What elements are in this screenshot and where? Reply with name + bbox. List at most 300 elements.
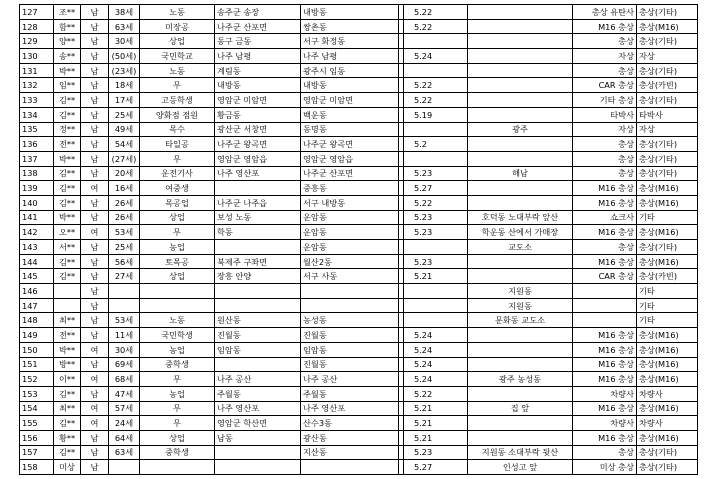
note-cell bbox=[468, 151, 573, 166]
table-row bbox=[20, 63, 698, 78]
date-cell: 5.23 bbox=[404, 445, 468, 460]
cause-category-cell: 기타 bbox=[637, 298, 698, 313]
name-cell: 최** bbox=[54, 313, 81, 328]
table-row bbox=[20, 19, 698, 34]
note-cell: 지원동 bbox=[468, 284, 573, 299]
row-number-cell: 156 bbox=[20, 430, 54, 445]
gender-cell: 여 bbox=[81, 372, 109, 387]
gender-cell: 남 bbox=[81, 210, 109, 225]
note-cell bbox=[468, 430, 573, 445]
injury-cell: M16 총상 bbox=[573, 357, 637, 372]
date-cell bbox=[404, 298, 468, 313]
gender-cell: 남 bbox=[81, 298, 109, 313]
death-location-cell: 산수3동 bbox=[301, 416, 399, 431]
row-number-cell: 137 bbox=[20, 151, 54, 166]
note-cell: 지원동 소대부락 뒷산 bbox=[468, 445, 573, 460]
death-location-cell: 나주 남평 bbox=[301, 49, 399, 64]
injury-cell: 타박사 bbox=[573, 107, 637, 122]
death-location-cell: 서구 사동 bbox=[301, 269, 399, 284]
date-cell bbox=[404, 122, 468, 137]
occupation-cell: 국민학교 bbox=[140, 49, 215, 64]
gender-cell: 남 bbox=[81, 269, 109, 284]
gender-cell: 남 bbox=[81, 240, 109, 255]
cause-category-cell: 총상(M16) bbox=[637, 181, 698, 196]
date-cell bbox=[404, 240, 468, 255]
row-number-cell: 153 bbox=[20, 386, 54, 401]
gender-cell: 남 bbox=[81, 137, 109, 152]
injury-cell: 총상 유탄사 bbox=[573, 5, 637, 20]
table-row bbox=[20, 430, 698, 445]
row-number-cell: 158 bbox=[20, 460, 54, 475]
occupation-cell: 양화점 점원 bbox=[140, 107, 215, 122]
table-row bbox=[20, 269, 698, 284]
cause-category-cell: 기타 bbox=[637, 210, 698, 225]
note-cell: 문화동 교도소 bbox=[468, 313, 573, 328]
cause-category-cell: 총상(기타) bbox=[637, 151, 698, 166]
gender-cell: 여 bbox=[81, 225, 109, 240]
address-cell bbox=[215, 181, 301, 196]
row-number-cell: 142 bbox=[20, 225, 54, 240]
note-cell bbox=[468, 93, 573, 108]
note-cell bbox=[468, 269, 573, 284]
occupation-cell: 무 bbox=[140, 78, 215, 93]
address-cell: 광산군 서창면 bbox=[215, 122, 301, 137]
row-number-cell: 150 bbox=[20, 342, 54, 357]
death-location-cell: 서구 내방동 bbox=[301, 195, 399, 210]
row-number-cell: 138 bbox=[20, 166, 54, 181]
occupation-cell: 농업 bbox=[140, 240, 215, 255]
occupation-cell bbox=[140, 284, 215, 299]
death-location-cell: 월산2동 bbox=[301, 254, 399, 269]
cause-category-cell: 총상(M16) bbox=[637, 225, 698, 240]
name-cell: 박** bbox=[54, 342, 81, 357]
note-cell bbox=[468, 19, 573, 34]
table-row bbox=[20, 195, 698, 210]
note-cell bbox=[468, 181, 573, 196]
row-number-cell: 152 bbox=[20, 372, 54, 387]
row-number-cell: 146 bbox=[20, 284, 54, 299]
cause-category-cell: 총상(기타) bbox=[637, 63, 698, 78]
row-number-cell: 143 bbox=[20, 240, 54, 255]
row-number-cell: 134 bbox=[20, 107, 54, 122]
injury-cell: CAR 총상 bbox=[573, 78, 637, 93]
injury-cell: 총상 bbox=[573, 240, 637, 255]
cause-category-cell: 총상(M16) bbox=[637, 357, 698, 372]
gender-cell: 남 bbox=[81, 313, 109, 328]
note-cell bbox=[468, 5, 573, 20]
occupation-cell: 미장공 bbox=[140, 19, 215, 34]
date-cell: 5.22 bbox=[404, 19, 468, 34]
occupation-cell: 목수 bbox=[140, 122, 215, 137]
cause-category-cell: 자상 bbox=[637, 122, 698, 137]
note-cell bbox=[468, 357, 573, 372]
injury-cell: 총상 bbox=[573, 445, 637, 460]
age-cell: (27세) bbox=[109, 151, 140, 166]
name-cell: 정** bbox=[54, 122, 81, 137]
table-row bbox=[20, 386, 698, 401]
table-row bbox=[20, 34, 698, 49]
cause-category-cell: 총상(M16) bbox=[637, 430, 698, 445]
note-cell: 호덕동 노대부락 앞산 bbox=[468, 210, 573, 225]
table-row bbox=[20, 328, 698, 343]
injury-cell: 총상 bbox=[573, 151, 637, 166]
address-cell: 나주 영산포 bbox=[215, 166, 301, 181]
address-cell bbox=[215, 284, 301, 299]
injury-cell: M16 총상 bbox=[573, 430, 637, 445]
occupation-cell: 무 bbox=[140, 401, 215, 416]
name-cell: 송** bbox=[54, 49, 81, 64]
name-cell: 김** bbox=[54, 416, 81, 431]
date-cell bbox=[404, 63, 468, 78]
age-cell: 54세 bbox=[109, 137, 140, 152]
date-cell: 5.21 bbox=[404, 416, 468, 431]
cause-category-cell: 기타 bbox=[637, 284, 698, 299]
injury-cell: M16 총상 bbox=[573, 181, 637, 196]
table-row bbox=[20, 313, 698, 328]
age-cell: 24세 bbox=[109, 416, 140, 431]
cause-category-cell: 총상(M16) bbox=[637, 195, 698, 210]
date-cell bbox=[404, 284, 468, 299]
address-cell: 나주 영산포 bbox=[215, 401, 301, 416]
table-row bbox=[20, 445, 698, 460]
cause-category-cell: 기타 bbox=[637, 313, 698, 328]
age-cell: 38세 bbox=[109, 5, 140, 20]
address-cell: 북제주 구좌면 bbox=[215, 254, 301, 269]
table-row bbox=[20, 254, 698, 269]
cause-category-cell: 총상(M16) bbox=[637, 254, 698, 269]
address-cell: 장흥 안양 bbox=[215, 269, 301, 284]
note-cell bbox=[468, 49, 573, 64]
date-cell: 5.24 bbox=[404, 357, 468, 372]
gender-cell: 여 bbox=[81, 342, 109, 357]
age-cell: 25세 bbox=[109, 240, 140, 255]
occupation-cell: 타일공 bbox=[140, 137, 215, 152]
name-cell: 황** bbox=[54, 430, 81, 445]
address-cell: 영암군 영암읍 bbox=[215, 151, 301, 166]
address-cell: 황금동 bbox=[215, 107, 301, 122]
note-cell: 광주 농성동 bbox=[468, 372, 573, 387]
name-cell: 김** bbox=[54, 445, 81, 460]
injury-cell: CAR 총상 bbox=[573, 269, 637, 284]
injury-cell: M16 총상 bbox=[573, 328, 637, 343]
date-cell: 5.23 bbox=[404, 254, 468, 269]
death-location-cell: 농성동 bbox=[301, 313, 399, 328]
note-cell bbox=[468, 416, 573, 431]
address-cell: 나주 공산 bbox=[215, 372, 301, 387]
table-row bbox=[20, 107, 698, 122]
gender-cell: 남 bbox=[81, 5, 109, 20]
gender-cell: 여 bbox=[81, 401, 109, 416]
age-cell: 27세 bbox=[109, 269, 140, 284]
death-location-cell: 영암군 영암읍 bbox=[301, 151, 399, 166]
table-row bbox=[20, 401, 698, 416]
row-number-cell: 127 bbox=[20, 5, 54, 20]
age-cell: 68세 bbox=[109, 372, 140, 387]
occupation-cell: 국민학생 bbox=[140, 328, 215, 343]
date-cell: 5.23 bbox=[404, 225, 468, 240]
table-row bbox=[20, 49, 698, 64]
gender-cell: 남 bbox=[81, 19, 109, 34]
date-cell: 5.21 bbox=[404, 430, 468, 445]
death-location-cell bbox=[301, 284, 399, 299]
note-cell bbox=[468, 107, 573, 122]
name-cell: 임** bbox=[54, 78, 81, 93]
gender-cell: 남 bbox=[81, 49, 109, 64]
death-location-cell: 동명동 bbox=[301, 122, 399, 137]
date-cell bbox=[404, 151, 468, 166]
age-cell: 63세 bbox=[109, 445, 140, 460]
date-cell: 5.24 bbox=[404, 328, 468, 343]
table-row bbox=[20, 416, 698, 431]
age-cell: 63세 bbox=[109, 19, 140, 34]
name-cell: 박** bbox=[54, 151, 81, 166]
table-row bbox=[20, 460, 698, 475]
gender-cell: 남 bbox=[81, 34, 109, 49]
occupation-cell: 노동 bbox=[140, 63, 215, 78]
gender-cell: 남 bbox=[81, 195, 109, 210]
death-location-cell: 중흥동 bbox=[301, 181, 399, 196]
injury-cell: M16 총상 bbox=[573, 342, 637, 357]
address-cell: 나주군 산포면 bbox=[215, 19, 301, 34]
occupation-cell: 무 bbox=[140, 372, 215, 387]
note-cell bbox=[468, 342, 573, 357]
note-cell: 교도소 bbox=[468, 240, 573, 255]
injury-cell: 총상 bbox=[573, 63, 637, 78]
row-number-cell: 128 bbox=[20, 19, 54, 34]
injury-cell: 자상 bbox=[573, 122, 637, 137]
age-cell: 26세 bbox=[109, 195, 140, 210]
death-location-cell: 운암동 bbox=[301, 240, 399, 255]
occupation-cell: 고등학생 bbox=[140, 93, 215, 108]
gender-cell: 여 bbox=[81, 181, 109, 196]
cause-category-cell: 자상 bbox=[637, 49, 698, 64]
date-cell: 5.24 bbox=[404, 372, 468, 387]
row-number-cell: 154 bbox=[20, 401, 54, 416]
row-number-cell: 141 bbox=[20, 210, 54, 225]
occupation-cell: 노동 bbox=[140, 313, 215, 328]
injury-cell: M16 총상 bbox=[573, 372, 637, 387]
row-number-cell: 149 bbox=[20, 328, 54, 343]
table-row bbox=[20, 298, 698, 313]
name-cell: 김** bbox=[54, 254, 81, 269]
occupation-cell: 중학생 bbox=[140, 357, 215, 372]
occupation-cell: 무 bbox=[140, 416, 215, 431]
address-cell: 주월동 bbox=[215, 386, 301, 401]
age-cell: 17세 bbox=[109, 93, 140, 108]
gender-cell: 남 bbox=[81, 93, 109, 108]
row-number-cell: 147 bbox=[20, 298, 54, 313]
cause-category-cell: 총상(기타) bbox=[637, 240, 698, 255]
row-number-cell: 133 bbox=[20, 93, 54, 108]
injury-cell: 쇼크사 bbox=[573, 210, 637, 225]
age-cell bbox=[109, 460, 140, 475]
injury-cell: M16 총상 bbox=[573, 225, 637, 240]
address-cell bbox=[215, 357, 301, 372]
cause-category-cell: 총상(기타) bbox=[637, 137, 698, 152]
casualty-table bbox=[19, 4, 698, 475]
date-cell: 5.2 bbox=[404, 137, 468, 152]
note-cell: 인성고 앞 bbox=[468, 460, 573, 475]
occupation-cell: 중학생 bbox=[140, 445, 215, 460]
death-location-cell: 임암동 bbox=[301, 342, 399, 357]
cause-category-cell: 총상(기타) bbox=[637, 93, 698, 108]
death-location-cell: 지산동 bbox=[301, 445, 399, 460]
table-row bbox=[20, 284, 698, 299]
name-cell: 박** bbox=[54, 210, 81, 225]
cause-category-cell: 총상(M16) bbox=[637, 372, 698, 387]
name-cell: 최** bbox=[54, 401, 81, 416]
date-cell: 5.19 bbox=[404, 107, 468, 122]
death-location-cell: 운암동 bbox=[301, 225, 399, 240]
row-number-cell: 157 bbox=[20, 445, 54, 460]
note-cell bbox=[468, 386, 573, 401]
name-cell: 방** bbox=[54, 357, 81, 372]
age-cell: 16세 bbox=[109, 181, 140, 196]
injury-cell: 총상 bbox=[573, 166, 637, 181]
occupation-cell: 무 bbox=[140, 151, 215, 166]
name-cell: 이** bbox=[54, 372, 81, 387]
death-location-cell: 나주군 왕곡면 bbox=[301, 137, 399, 152]
address-cell: 남동 bbox=[215, 430, 301, 445]
name-cell: 김** bbox=[54, 93, 81, 108]
address-cell bbox=[215, 240, 301, 255]
row-number-cell: 132 bbox=[20, 78, 54, 93]
age-cell: 30세 bbox=[109, 342, 140, 357]
row-number-cell: 144 bbox=[20, 254, 54, 269]
age-cell bbox=[109, 284, 140, 299]
gender-cell: 남 bbox=[81, 445, 109, 460]
address-cell: 진월동 bbox=[215, 328, 301, 343]
death-location-cell: 백운동 bbox=[301, 107, 399, 122]
note-cell bbox=[468, 254, 573, 269]
age-cell: 53세 bbox=[109, 313, 140, 328]
date-cell: 5.23 bbox=[404, 210, 468, 225]
age-cell: 56세 bbox=[109, 254, 140, 269]
occupation-cell: 여중생 bbox=[140, 181, 215, 196]
occupation-cell: 상업 bbox=[140, 430, 215, 445]
age-cell: 53세 bbox=[109, 225, 140, 240]
death-location-cell: 쌍촌동 bbox=[301, 19, 399, 34]
address-cell: 나주군 나주읍 bbox=[215, 195, 301, 210]
death-location-cell: 진월동 bbox=[301, 357, 399, 372]
row-number-cell: 155 bbox=[20, 416, 54, 431]
note-cell: 학운동 산에서 가매장 bbox=[468, 225, 573, 240]
age-cell bbox=[109, 298, 140, 313]
age-cell: 30세 bbox=[109, 34, 140, 49]
address-cell: 원산동 bbox=[215, 313, 301, 328]
name-cell: 양** bbox=[54, 34, 81, 49]
row-number-cell: 135 bbox=[20, 122, 54, 137]
death-location-cell: 나주 영산포 bbox=[301, 401, 399, 416]
note-cell: 광주 bbox=[468, 122, 573, 137]
address-cell: 영암군 미암면 bbox=[215, 93, 301, 108]
death-location-cell: 내방동 bbox=[301, 5, 399, 20]
occupation-cell: 상업 bbox=[140, 210, 215, 225]
age-cell: 25세 bbox=[109, 107, 140, 122]
gender-cell: 남 bbox=[81, 63, 109, 78]
gender-cell: 남 bbox=[81, 166, 109, 181]
injury-cell bbox=[573, 313, 637, 328]
gender-cell: 남 bbox=[81, 122, 109, 137]
occupation-cell: 토목공 bbox=[140, 254, 215, 269]
injury-cell: 총상 bbox=[573, 137, 637, 152]
address-cell: 송주군 송장 bbox=[215, 5, 301, 20]
cause-category-cell: 총상(기타) bbox=[637, 445, 698, 460]
row-number-cell: 145 bbox=[20, 269, 54, 284]
name-cell: 미상 bbox=[54, 460, 81, 475]
name-cell: 김** bbox=[54, 195, 81, 210]
gender-cell: 남 bbox=[81, 151, 109, 166]
gender-cell: 남 bbox=[81, 430, 109, 445]
date-cell: 5.23 bbox=[404, 166, 468, 181]
name-cell: 전** bbox=[54, 137, 81, 152]
cause-category-cell: 총상(M16) bbox=[637, 401, 698, 416]
row-number-cell: 130 bbox=[20, 49, 54, 64]
date-cell bbox=[404, 313, 468, 328]
address-cell: 학동 bbox=[215, 225, 301, 240]
row-number-cell: 140 bbox=[20, 195, 54, 210]
table-row bbox=[20, 137, 698, 152]
table-row bbox=[20, 372, 698, 387]
death-location-cell: 영암군 미암면 bbox=[301, 93, 399, 108]
table-row bbox=[20, 357, 698, 372]
gender-cell: 남 bbox=[81, 328, 109, 343]
row-number-cell: 151 bbox=[20, 357, 54, 372]
death-location-cell: 주월동 bbox=[301, 386, 399, 401]
cause-category-cell: 총상(M16) bbox=[637, 19, 698, 34]
cause-category-cell: 총상(기타) bbox=[637, 34, 698, 49]
death-location-cell: 광산동 bbox=[301, 430, 399, 445]
occupation-cell: 운전기사 bbox=[140, 166, 215, 181]
age-cell: 49세 bbox=[109, 122, 140, 137]
address-cell bbox=[215, 460, 301, 475]
age-cell: 20세 bbox=[109, 166, 140, 181]
cause-category-cell: 총상(기타) bbox=[637, 166, 698, 181]
address-cell: 내방동 bbox=[215, 78, 301, 93]
date-cell: 5.22 bbox=[404, 386, 468, 401]
name-cell bbox=[54, 298, 81, 313]
cause-category-cell: 차량사 bbox=[637, 416, 698, 431]
table-row bbox=[20, 225, 698, 240]
name-cell bbox=[54, 284, 81, 299]
injury-cell: 기타 총상 bbox=[573, 93, 637, 108]
address-cell: 영암군 학산면 bbox=[215, 416, 301, 431]
occupation-cell: 농업 bbox=[140, 342, 215, 357]
cause-category-cell: 총상(카빈) bbox=[637, 269, 698, 284]
address-cell: 나주군 왕곡면 bbox=[215, 137, 301, 152]
date-cell: 5.27 bbox=[404, 181, 468, 196]
gender-cell: 남 bbox=[81, 460, 109, 475]
name-cell: 김** bbox=[54, 107, 81, 122]
occupation-cell bbox=[140, 298, 215, 313]
death-location-cell: 나주 공산 bbox=[301, 372, 399, 387]
date-cell: 5.22 bbox=[404, 5, 468, 20]
date-cell: 5.21 bbox=[404, 269, 468, 284]
occupation-cell: 무 bbox=[140, 225, 215, 240]
date-cell: 5.22 bbox=[404, 93, 468, 108]
table-row bbox=[20, 93, 698, 108]
gender-cell: 남 bbox=[81, 254, 109, 269]
age-cell: (50세) bbox=[109, 49, 140, 64]
occupation-cell: 노동 bbox=[140, 5, 215, 20]
row-number-cell: 136 bbox=[20, 137, 54, 152]
gender-cell: 남 bbox=[81, 78, 109, 93]
death-location-cell: 나주군 산포면 bbox=[301, 166, 399, 181]
note-cell bbox=[468, 34, 573, 49]
age-cell: 69세 bbox=[109, 357, 140, 372]
table-row bbox=[20, 166, 698, 181]
name-cell: 함** bbox=[54, 19, 81, 34]
